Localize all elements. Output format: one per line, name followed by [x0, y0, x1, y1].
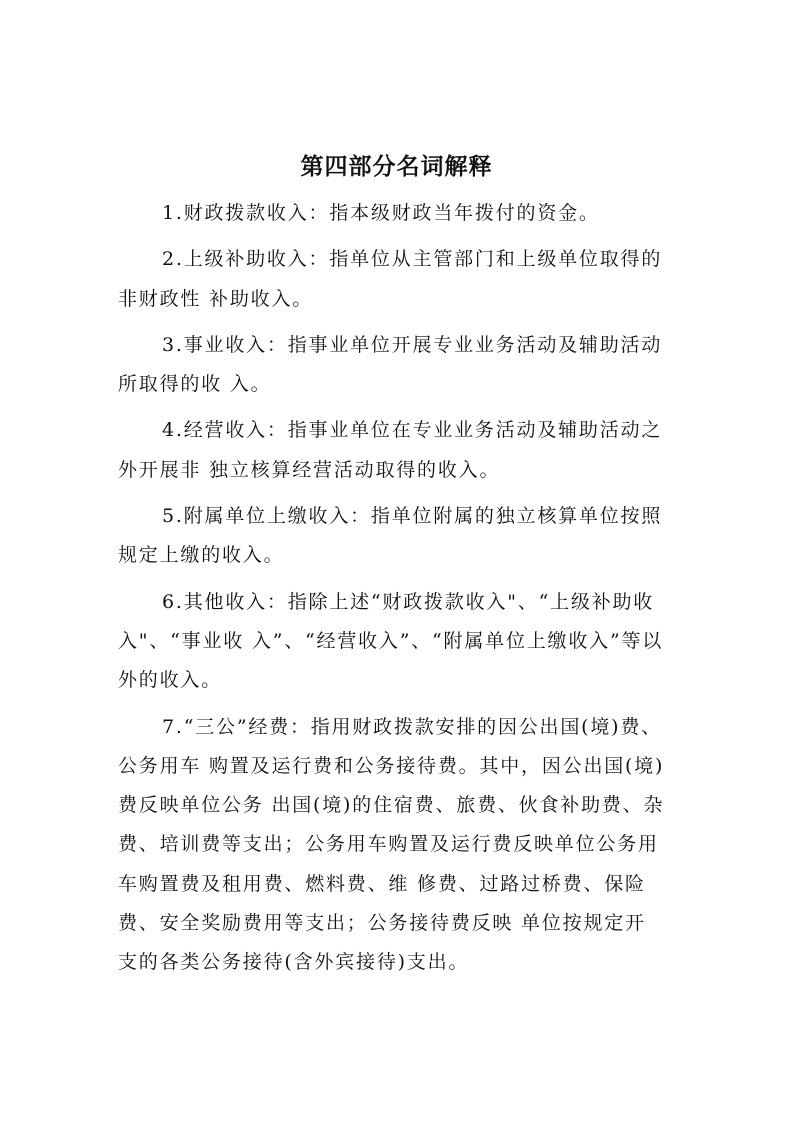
section-title: 第四部分名词解释	[300, 154, 493, 180]
definition-affiliated-unit-remittance: 5.附属单位上缴收入：指单位附属的独立核算单位按照规定上缴的收入。	[118, 505, 663, 567]
definition-business-income: 3.事业收入：指事业单位开展专业业务活动及辅助活动所取得的收 入。	[118, 333, 663, 396]
definition-operating-income: 4.经营收入：指事业单位在专业业务活动及辅助活动之外开展非 独立核算经营活动取得的收入。	[118, 419, 663, 481]
definitions-body	[118, 194, 666, 990]
definition-other-income: 6.其他收入：指除上述“财政拨款收入"、“上级补助收入"、“事业收 入”、“经营收入”、“附属单位上缴收入”等以外的收入。	[118, 590, 664, 692]
definition-superior-subsidy-income: 2.上级补助收入：指单位从主管部门和上级单位取得的非财政性 补助收入。	[118, 248, 663, 310]
definition-three-public-expenses: 7.“三公”经费：指用财政拨款安排的因公出国(境)费、公务用车 购置及运行费和公务接待费。其中，因公出国(境)费反映单位公务 出国(境)的住宿费、旅费、伙食补助费、杂费、培训费等支出；公务用车购置及运行费反映单位公务用车购置费及租用费、燃料费、维 修费、过路过桥费、保险费、安全奖励费用等支出；公务接待费反映 单位按规定开支的各类公务接待(含外宾接待)支出。	[118, 715, 665, 974]
definition-financial-allocation-income: 1.财政拨款收入：指本级财政当年拨付的资金。	[162, 202, 600, 224]
